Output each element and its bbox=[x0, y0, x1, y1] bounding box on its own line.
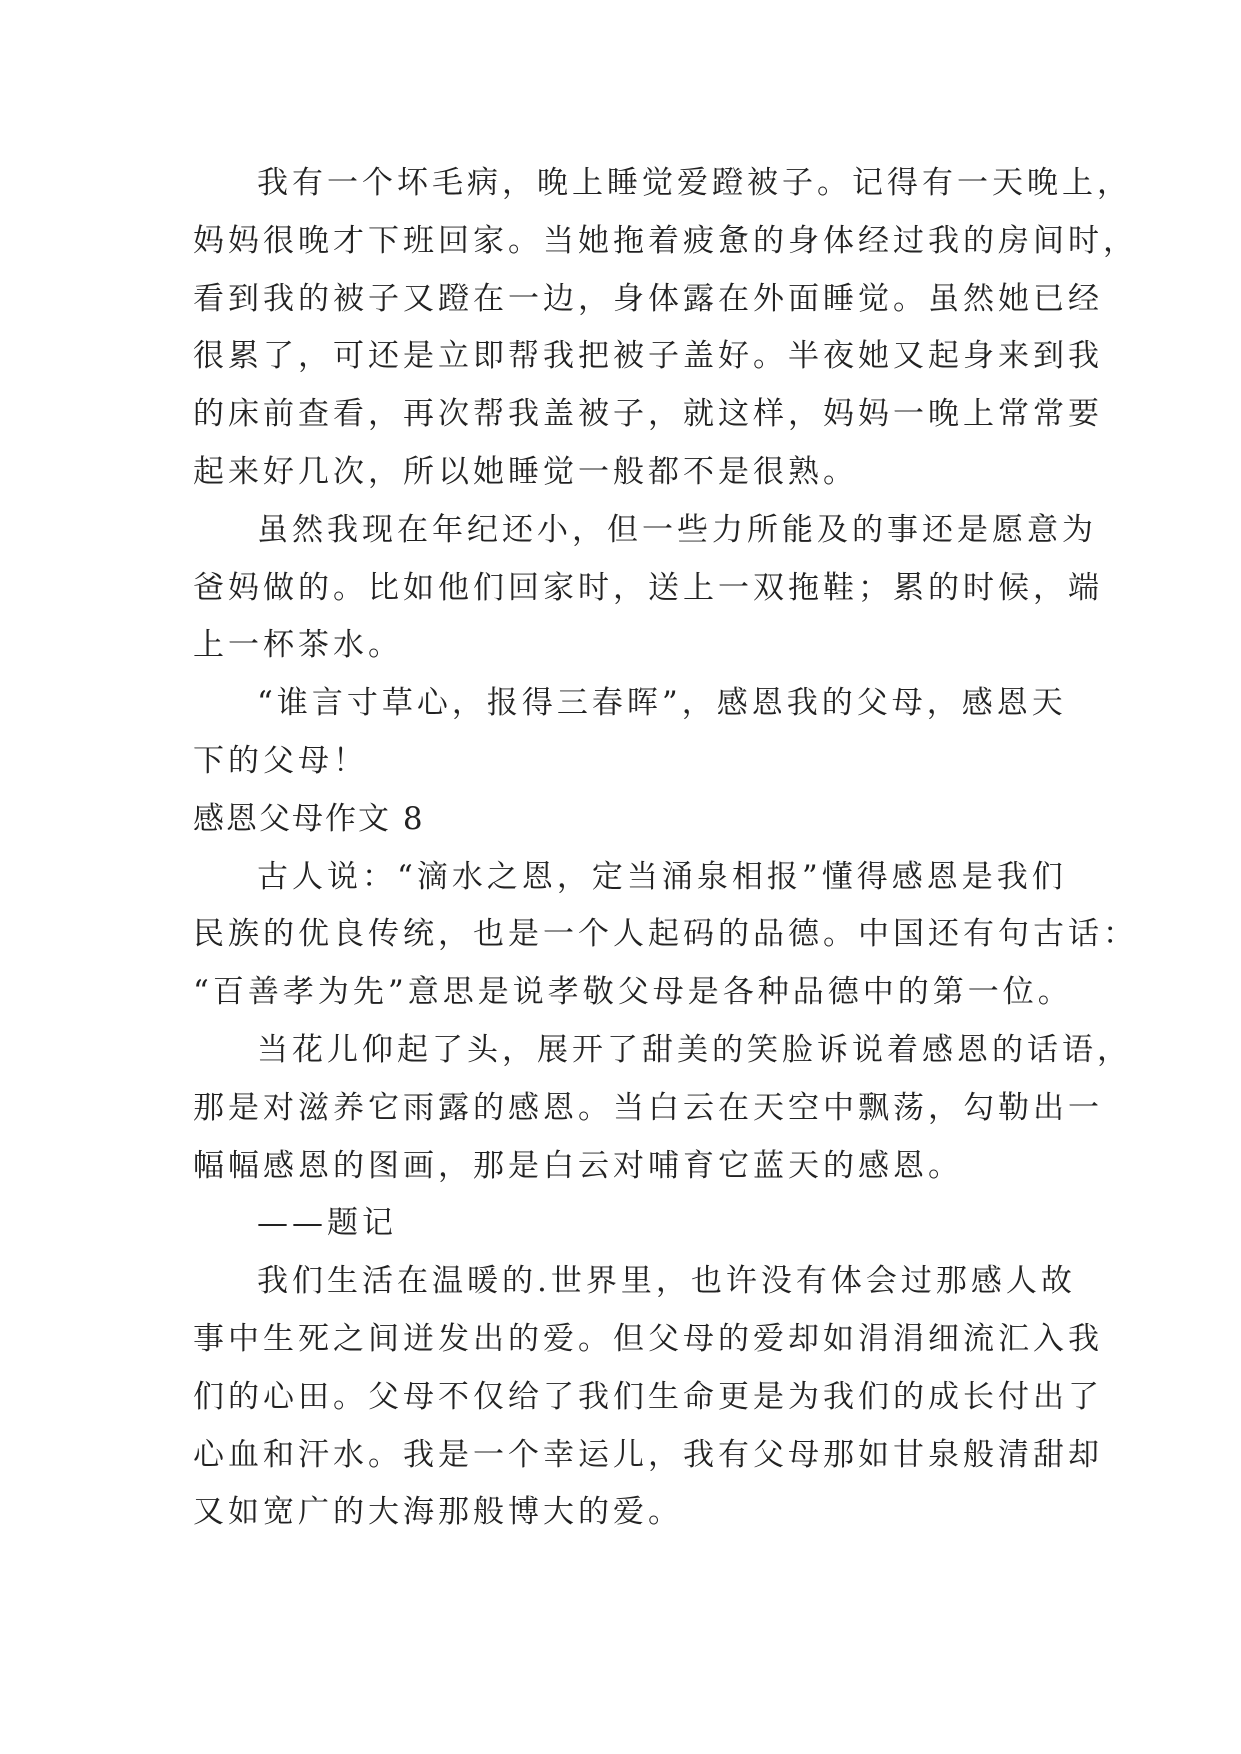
text-line: 的床前查看，再次帮我盖被子，就这样，妈妈一晚上常常要 bbox=[193, 396, 1103, 433]
text-line: 我们生活在温暖的.世界里，也许没有体会过那感人故 bbox=[257, 1263, 1076, 1300]
document-body bbox=[193, 155, 1138, 1542]
text-line: ——题记 bbox=[257, 1205, 397, 1242]
text-line: 起来好几次，所以她睡觉一般都不是很熟。 bbox=[193, 453, 858, 490]
text-line: 很累了，可还是立即帮我把被子盖好。半夜她又起身来到我 bbox=[193, 338, 1103, 375]
text-line: 又如宽广的大海那般博大的爱。 bbox=[193, 1494, 683, 1531]
section-heading: 感恩父母作文 8 bbox=[193, 800, 425, 837]
text-line: 下的父母！ bbox=[193, 742, 368, 779]
text-line: “百善孝为先”意思是说孝敬父母是各种品德中的第一位。 bbox=[193, 974, 1073, 1011]
text-line: 事中生死之间迸发出的爱。但父母的爱却如涓涓细流汇入我 bbox=[193, 1320, 1103, 1357]
text-line: 虽然我现在年纪还小，但一些力所能及的事还是愿意为 bbox=[257, 511, 1097, 548]
text-line: 们的心田。父母不仅给了我们生命更是为我们的成长付出了 bbox=[193, 1378, 1103, 1415]
text-line: 妈妈很晚才下班回家。当她拖着疲惫的身体经过我的房间时， bbox=[193, 222, 1138, 259]
text-line: 古人说：“滴水之恩，定当涌泉相报”懂得感恩是我们 bbox=[257, 858, 1067, 895]
text-line: 心血和汗水。我是一个幸运儿，我有父母那如甘泉般清甜却 bbox=[193, 1436, 1103, 1473]
text-line: 那是对滋养它雨露的感恩。当白云在天空中飘荡，勾勒出一 bbox=[193, 1089, 1103, 1126]
text-line: 看到我的被子又蹬在一边，身体露在外面睡觉。虽然她已经 bbox=[193, 280, 1103, 317]
text-line: 我有一个坏毛病，晚上睡觉爱蹬被子。记得有一天晚上， bbox=[257, 165, 1132, 201]
text-line: 民族的优良传统，也是一个人起码的品德。中国还有句古话： bbox=[193, 916, 1138, 953]
text-line: 幅幅感恩的图画，那是白云对哺育它蓝天的感恩。 bbox=[193, 1147, 963, 1184]
text-line: 上一杯茶水。 bbox=[193, 627, 403, 664]
text-line: 当花儿仰起了头，展开了甜美的笑脸诉说着感恩的话语， bbox=[257, 1031, 1132, 1068]
text-line: 爸妈做的。比如他们回家时，送上一双拖鞋；累的时候，端 bbox=[193, 569, 1103, 606]
text-line: “谁言寸草心，报得三春晖”，感恩我的父母，感恩天 bbox=[257, 685, 1067, 722]
